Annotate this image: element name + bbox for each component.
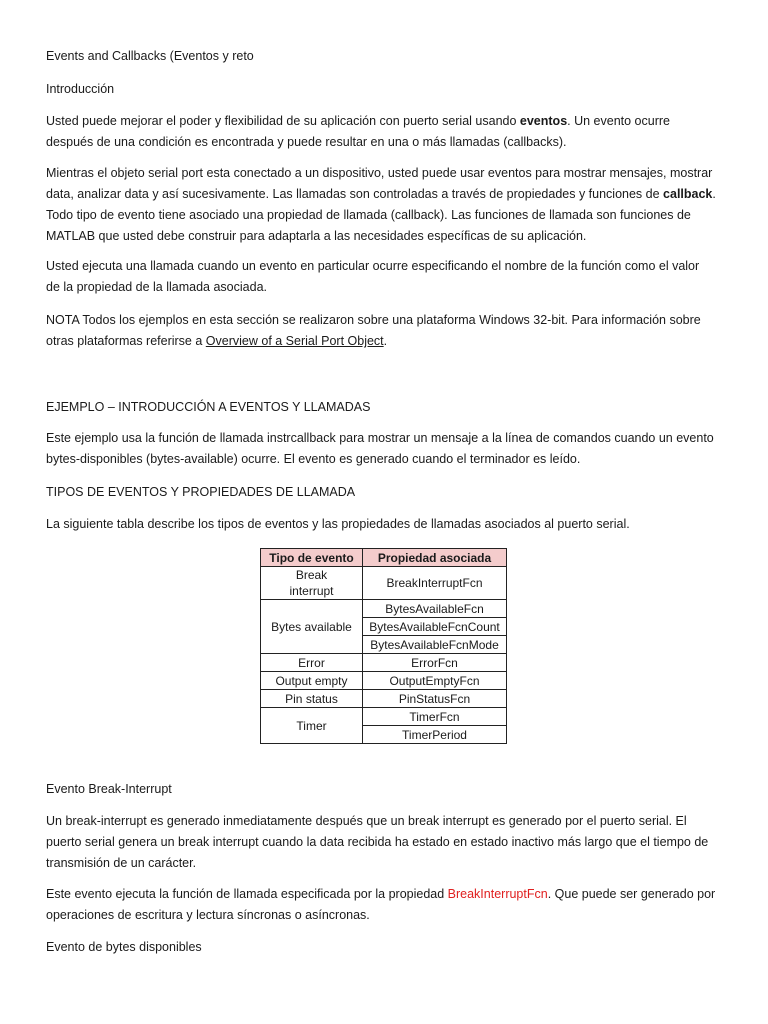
events-properties-table (260, 548, 507, 744)
property-timer-fcn: TimerFcn (363, 708, 507, 726)
break-line-1: Un break-interrupt es generado inmediatamente después que un break interrupt es generado por el puerto serial. El (46, 814, 687, 828)
table-row (261, 672, 507, 690)
event-error: Error (261, 654, 363, 672)
document-title: Events and Callbacks (Eventos y reto (46, 49, 254, 63)
intro-paragraph (46, 111, 726, 153)
serial-line-2: data, analizar data y así sucesivamente. Las llamadas son controladas a través de propiedades y funciones de callback. (46, 187, 716, 201)
property-bytes-available-fcn-mode: BytesAvailableFcnMode (363, 636, 507, 654)
table-header-row (261, 549, 507, 567)
break-line-2: puerto serial genera un break interrupt cuando la data recibida ha estado en estado inactivo más largo que el tiempo de (46, 835, 709, 849)
break-line-3: transmisión de un carácter. (46, 856, 197, 870)
execute-paragraph (46, 256, 726, 298)
intro-line-1: Usted puede mejorar el poder y flexibilidad de su aplicación con puerto serial usando eventos. Un evento ocurre (46, 114, 670, 128)
serial-port-overview-link[interactable]: Overview of a Serial Port Object (205, 334, 384, 348)
example-heading: EJEMPLO – INTRODUCCIÓN A EVENTOS Y LLAMADAS (46, 400, 371, 414)
table-header-property: Propiedad asociada (363, 549, 507, 567)
property-bytes-available-fcn-count: BytesAvailableFcnCount (363, 618, 507, 636)
events-term: eventos (519, 114, 568, 128)
example-paragraph (46, 428, 726, 470)
property-pin-status-fcn: PinStatusFcn (363, 690, 507, 708)
table-row (261, 567, 507, 600)
property-timer-period: TimerPeriod (363, 726, 507, 744)
break-event-paragraph (46, 884, 726, 926)
example-line-1: Este ejemplo usa la función de llamada instrcallback para mostrar un mensaje a la línea de comandos cuando un evento (46, 431, 714, 445)
property-error-fcn: ErrorFcn (363, 654, 507, 672)
execute-line-2: de la propiedad de la llamada asociada. (46, 280, 267, 294)
note-paragraph (46, 310, 726, 352)
serial-line-1: Mientras el objeto serial port esta conectado a un dispositivo, usted puede usar eventos para mostrar mensajes, mostrar (46, 166, 713, 180)
types-heading: TIPOS DE EVENTOS Y PROPIEDADES DE LLAMADA (46, 485, 356, 499)
table-row (261, 708, 507, 726)
event-bytes-available: Bytes available (261, 600, 363, 654)
callback-term: callback (663, 187, 713, 201)
serial-line-3: Todo tipo de evento tiene asociado una propiedad de llamada (callback). Las funciones de llamada son funciones de (46, 208, 691, 222)
example-line-2: bytes-disponibles (bytes-available) ocurre. El evento es generado cuando el terminador es leído. (46, 452, 581, 466)
property-output-empty-fcn: OutputEmptyFcn (363, 672, 507, 690)
break-interrupt-paragraph (46, 811, 726, 874)
event-output-empty: Output empty (261, 672, 363, 690)
break-interrupt-heading: Evento Break-Interrupt (46, 782, 172, 796)
event-break-interrupt: Break interrupt (261, 567, 363, 600)
intro-line-2: después de una condición es encontrada y puede resultar en una o más llamadas (callbacks). (46, 135, 567, 149)
table-row (261, 600, 507, 618)
bytes-available-heading: Evento de bytes disponibles (46, 940, 202, 954)
note-line-1: NOTA Todos los ejemplos en esta sección se realizaron sobre una plataforma Windows 32-bit. Para información sobre (46, 313, 701, 327)
event-pin-status: Pin status (261, 690, 363, 708)
serial-port-paragraph (46, 163, 726, 247)
note-line-2: otras plataformas referirse a Overview of a Serial Port Object. (46, 334, 388, 348)
break-event-line-2: operaciones de escritura y lectura síncronas o asíncronas. (46, 908, 370, 922)
break-event-line-1: Este evento ejecuta la función de llamada especificada por la propiedad BreakInterruptFcn. Que puede ser generado por (46, 887, 716, 901)
intro-heading: Introducción (46, 82, 115, 96)
table-row (261, 690, 507, 708)
property-bytes-available-fcn: BytesAvailableFcn (363, 600, 507, 618)
execute-line-1: Usted ejecuta una llamada cuando un evento en particular ocurre especificando el nombre de la función como el valor (46, 259, 700, 273)
property-break-interrupt-fcn: BreakInterruptFcn (363, 567, 507, 600)
event-timer: Timer (261, 708, 363, 744)
table-header-event-type: Tipo de evento (261, 549, 363, 567)
table-intro: La siguiente tabla describe los tipos de eventos y las propiedades de llamadas asociados al puerto serial. (46, 517, 630, 531)
serial-line-4: MATLAB que usted debe construir para adaptarla a las necesidades específicas de su aplicación. (46, 229, 587, 243)
table-row (261, 654, 507, 672)
break-interrupt-fcn-highlight: BreakInterruptFcn (447, 887, 548, 901)
